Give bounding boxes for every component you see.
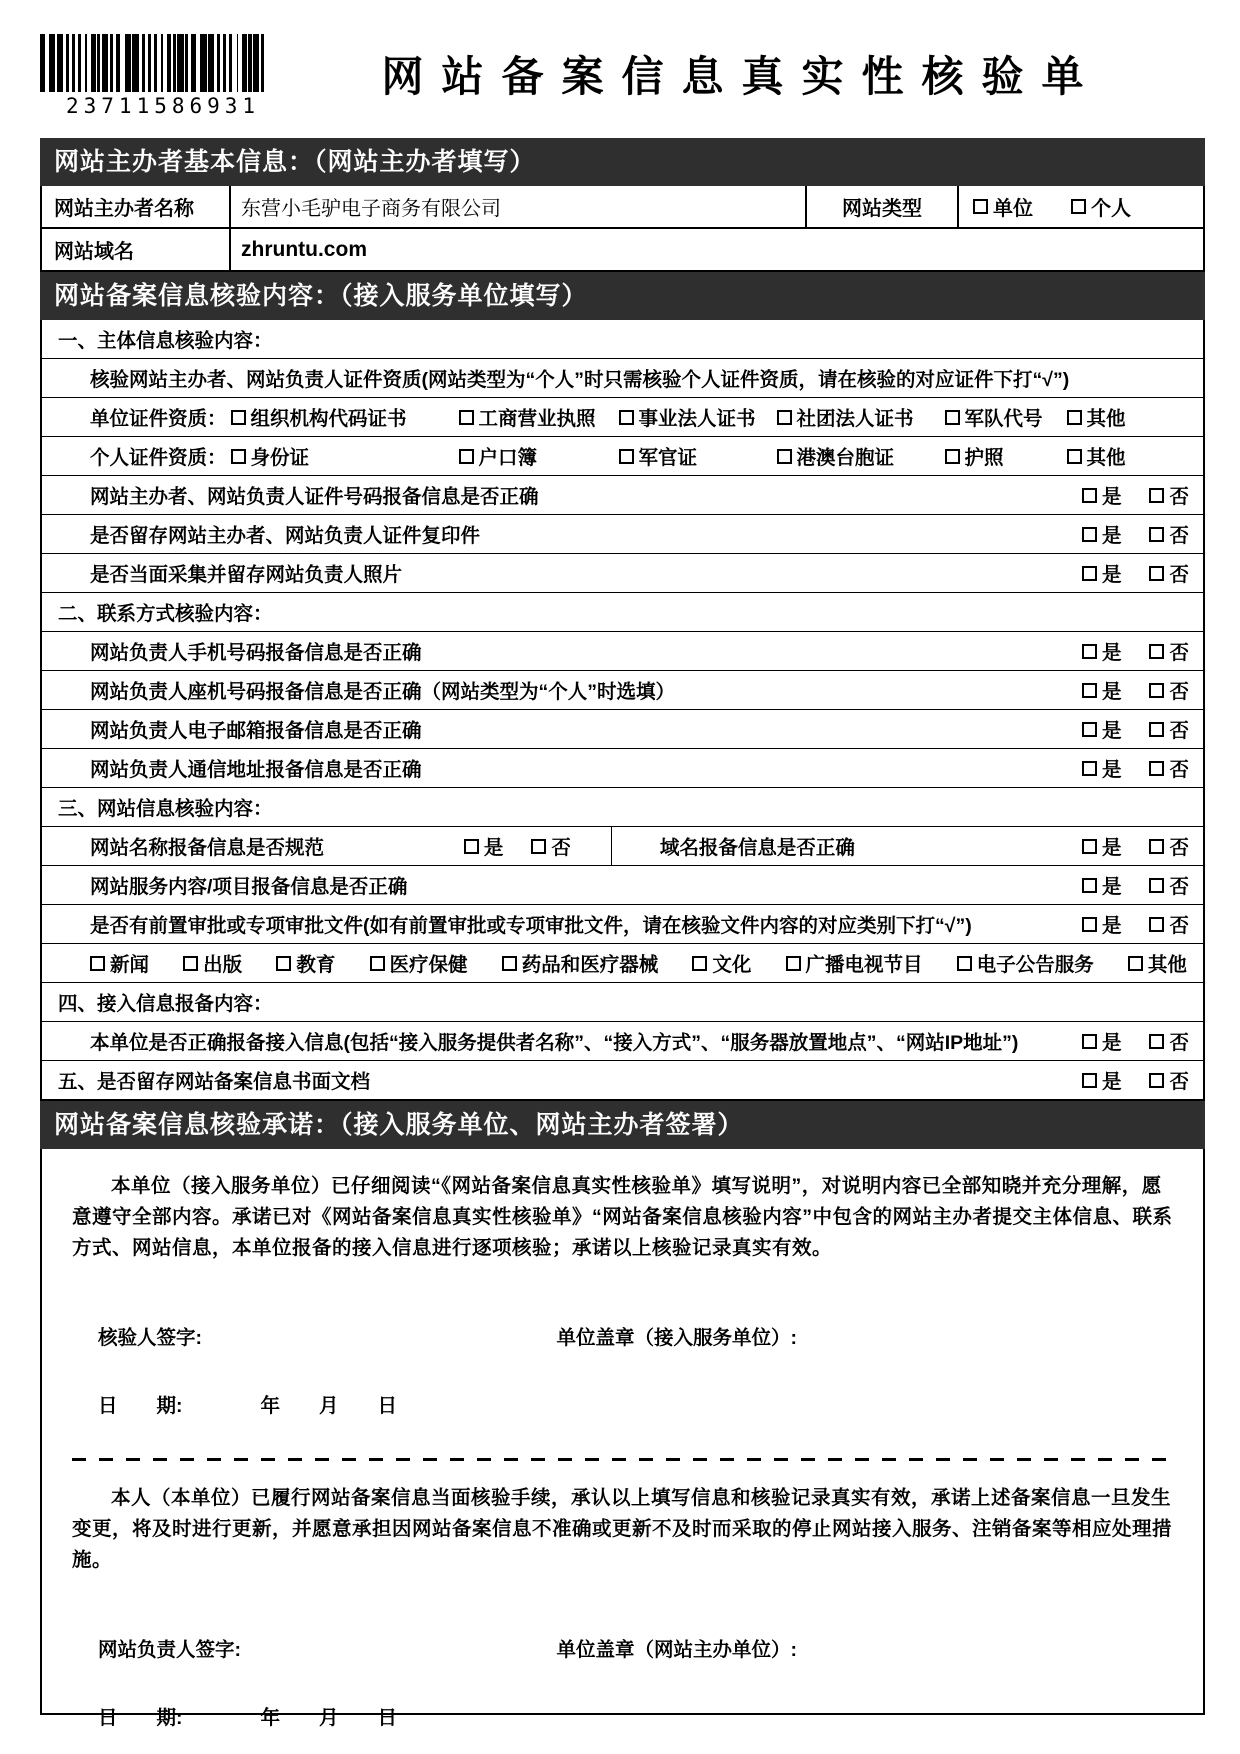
section-heading: 一、主体信息核验内容： [58, 330, 273, 352]
question-text: 网站服务内容/项目报备信息是否正确 [90, 876, 408, 898]
option-item[interactable]: 医疗保健 [370, 949, 468, 977]
yes-checkbox[interactable] [1082, 878, 1097, 893]
yes-option[interactable]: 是 [1082, 1066, 1122, 1094]
option-item[interactable]: 港澳台胞证 [777, 442, 945, 470]
no-checkbox[interactable] [1149, 527, 1164, 542]
checklist-row [42, 826, 1203, 865]
yes-checkbox[interactable] [1082, 566, 1097, 581]
question-text: 是否当面采集并留存网站负责人照片 [90, 564, 403, 586]
site-type-options [959, 186, 1203, 227]
option-item[interactable]: 其他 [1128, 949, 1187, 977]
organizer-name-value[interactable]: 东营小毛驴电子商务有限公司 [241, 198, 501, 220]
yes-checkbox[interactable] [1082, 1073, 1097, 1088]
yes-option[interactable]: 是 [1082, 637, 1122, 665]
checklist-row [42, 709, 1203, 748]
question-text: 五、是否留存网站备案信息书面文档 [58, 1071, 371, 1093]
yes-no-group [1082, 715, 1203, 743]
approval-categories [42, 949, 1203, 977]
split-cell-right [612, 827, 1203, 865]
no-option[interactable]: 否 [1149, 754, 1189, 782]
question-text: 是否留存网站主办者、网站负责人证件复印件 [90, 525, 481, 547]
checklist-row [42, 320, 1203, 358]
signature-row-verifier [72, 1322, 1173, 1348]
commitment-box [40, 1149, 1205, 1729]
no-option[interactable]: 否 [1149, 832, 1189, 860]
table-row [42, 186, 1203, 227]
no-option[interactable]: 否 [1149, 871, 1189, 899]
yes-no-group [1082, 676, 1203, 704]
yes-no-group [1082, 559, 1203, 587]
option-item[interactable]: 药品和医疗器械 [502, 949, 659, 977]
yes-checkbox[interactable] [1082, 722, 1097, 737]
question-text: 网站负责人手机号码报备信息是否正确 [90, 642, 422, 664]
option-checkbox[interactable] [231, 449, 246, 464]
question-text: 域名报备信息是否正确 [659, 837, 855, 859]
yes-checkbox[interactable] [1082, 761, 1097, 776]
no-checkbox[interactable] [1149, 683, 1164, 698]
yes-no-group [1082, 1027, 1203, 1055]
option-item[interactable]: 军官证 [619, 442, 777, 470]
signature-row-site-manager [72, 1634, 1173, 1660]
form-header [40, 34, 1205, 130]
basic-info-table [40, 186, 1205, 272]
option-item[interactable]: 户口簿 [459, 442, 619, 470]
domain-label: 网站域名 [42, 229, 231, 270]
yes-option[interactable]: 是 [1082, 910, 1122, 938]
yes-option[interactable]: 是 [1082, 520, 1122, 548]
no-option[interactable]: 否 [1149, 520, 1189, 548]
checklist-row [42, 1060, 1203, 1099]
option-checkbox[interactable] [276, 956, 291, 971]
option-checkbox[interactable] [692, 956, 707, 971]
no-checkbox[interactable] [1149, 761, 1164, 776]
yes-option[interactable]: 是 [1082, 871, 1122, 899]
question-text: 本单位是否正确报备接入信息(包括“接入服务提供者名称”、“接入方式”、“服务器放置地点”、“网站IP地址”) [90, 1032, 1019, 1054]
yes-no-group [1082, 910, 1203, 938]
no-checkbox[interactable] [1149, 566, 1164, 581]
yes-option[interactable]: 是 [1082, 715, 1122, 743]
yes-no-group [1082, 1066, 1203, 1094]
yes-option[interactable]: 是 [464, 832, 504, 860]
no-checkbox[interactable] [1149, 1034, 1164, 1049]
no-option[interactable]: 否 [1149, 1066, 1189, 1094]
no-checkbox[interactable] [1149, 722, 1164, 737]
checklist-row [42, 748, 1203, 787]
option-checkbox[interactable] [945, 449, 960, 464]
section-heading: 三、网站信息核验内容： [58, 798, 273, 820]
yes-checkbox[interactable] [1082, 917, 1097, 932]
domain-value[interactable]: zhruntu.com [241, 237, 367, 261]
section-heading: 四、接入信息报备内容： [58, 993, 273, 1015]
yes-no-group [1082, 754, 1203, 782]
no-checkbox[interactable] [1149, 878, 1164, 893]
checklist-row [42, 397, 1203, 436]
split-cell-left [42, 827, 612, 865]
yes-no-group [1082, 871, 1203, 899]
no-checkbox[interactable] [531, 839, 546, 854]
question-text: 网站负责人座机号码报备信息是否正确（网站类型为“个人”时选填） [90, 681, 676, 703]
yes-option[interactable]: 是 [1082, 559, 1122, 587]
question-text: 网站名称报备信息是否规范 [90, 837, 325, 859]
section-header-basic-info: 网站主办者基本信息：（网站主办者填写） [40, 138, 1205, 186]
no-checkbox[interactable] [1149, 488, 1164, 503]
option-checkbox[interactable] [1128, 956, 1143, 971]
no-option[interactable]: 否 [1149, 637, 1189, 665]
no-checkbox[interactable] [1149, 1073, 1164, 1088]
option-checkbox[interactable] [1067, 410, 1082, 425]
barcode-block [40, 34, 278, 118]
commitment-paragraph-organizer: 本人（本单位）已履行网站备案信息当面核验手续，承认以上填写信息和核验记录真实有效，承诺上述备案信息一旦发生变更，将及时进行更新，并愿意承担因网站备案信息不准确或更新不及时而采取的停止网站接入服务、注销备案等相应处理措施。 [72, 1486, 1173, 1571]
yes-no-group [1082, 481, 1203, 509]
yes-no-group [464, 832, 571, 860]
section-header-commitment: 网站备案信息核验承诺：（接入服务单位、网站主办者签署） [40, 1101, 1205, 1149]
option-checkbox[interactable] [231, 410, 246, 425]
option-item[interactable]: 其他 [1067, 403, 1126, 431]
checklist-row [42, 436, 1203, 475]
option-item[interactable]: 身份证 [231, 442, 459, 470]
question-text: 网站负责人通信地址报备信息是否正确 [90, 759, 422, 781]
option-item[interactable]: 军队代号 [945, 403, 1067, 431]
option-item[interactable]: 教育 [276, 949, 335, 977]
date-line-verifier[interactable]: 日 期: 年 月 日 [98, 1395, 397, 1417]
date-line-site-manager[interactable]: 日 期: 年 月 日 [98, 1706, 397, 1729]
option-checkbox[interactable] [973, 199, 988, 214]
option-item[interactable]: 社团法人证书 [777, 403, 945, 431]
checklist-row [42, 670, 1203, 709]
no-option[interactable]: 否 [1149, 1027, 1189, 1055]
question-text: 网站主办者、网站负责人证件号码报备信息是否正确 [90, 486, 539, 508]
checklist-row [42, 1021, 1203, 1060]
yes-option[interactable]: 是 [1082, 676, 1122, 704]
yes-checkbox[interactable] [1082, 527, 1097, 542]
instruction-text: 核验网站主办者、网站负责人证件资质(网站类型为“个人”时只需核验个人证件资质，请在核验的对应证件下打“√”) [90, 369, 1070, 391]
barcode [40, 34, 278, 92]
checklist-row [42, 982, 1203, 1021]
section-header-verify-content: 网站备案信息核验内容：（接入服务单位填写） [40, 272, 1205, 320]
no-checkbox[interactable] [1149, 917, 1164, 932]
checklist-row [42, 631, 1203, 670]
no-checkbox[interactable] [1149, 644, 1164, 659]
option-checkbox[interactable] [619, 449, 634, 464]
option-item[interactable]: 个人 [1071, 192, 1131, 221]
yes-checkbox[interactable] [464, 839, 479, 854]
option-item[interactable]: 其他 [1067, 442, 1126, 470]
no-option[interactable]: 否 [531, 832, 571, 860]
no-option[interactable]: 否 [1149, 559, 1189, 587]
option-checkbox[interactable] [1071, 199, 1086, 214]
table-row [42, 227, 1203, 270]
option-item[interactable]: 出版 [183, 949, 242, 977]
option-checkbox[interactable] [370, 956, 385, 971]
verifier-signature-label[interactable]: 核验人签字: [98, 1327, 202, 1349]
yes-checkbox[interactable] [1082, 839, 1097, 854]
yes-no-group [1082, 520, 1203, 548]
option-item[interactable]: 工商营业执照 [459, 403, 619, 431]
no-checkbox[interactable] [1149, 839, 1164, 854]
yes-option[interactable]: 是 [1082, 1027, 1122, 1055]
checklist-row [42, 787, 1203, 826]
option-item[interactable]: 单位 [973, 192, 1033, 221]
organizer-seal-label[interactable]: 单位盖章（网站主办单位）: [556, 1638, 797, 1661]
checklist-row [42, 475, 1203, 514]
option-checkbox[interactable] [957, 956, 972, 971]
no-option[interactable]: 否 [1149, 910, 1189, 938]
option-checkbox[interactable] [777, 410, 792, 425]
verification-checklist [40, 320, 1205, 1101]
barcode-number: 23711586931 [66, 94, 261, 118]
checklist-row [42, 865, 1203, 904]
option-checkbox[interactable] [183, 956, 198, 971]
option-item[interactable]: 新闻 [90, 949, 149, 977]
checklist-row [42, 514, 1203, 553]
question-text: 网站负责人电子邮箱报备信息是否正确 [90, 720, 422, 742]
yes-checkbox[interactable] [1082, 644, 1097, 659]
isp-seal-label[interactable]: 单位盖章（接入服务单位）: [556, 1327, 797, 1349]
checklist-row [42, 592, 1203, 631]
checklist-row [42, 553, 1203, 592]
option-checkbox[interactable] [459, 449, 474, 464]
checklist-row [42, 904, 1203, 943]
options-label: 个人证件资质： [90, 447, 227, 469]
site-manager-signature-label[interactable]: 网站负责人签字: [98, 1638, 241, 1661]
option-item[interactable]: 电子公告服务 [957, 949, 1094, 977]
option-item[interactable]: 事业法人证书 [619, 403, 777, 431]
site-type-label: 网站类型 [805, 186, 959, 227]
option-checkbox[interactable] [502, 956, 517, 971]
yes-checkbox[interactable] [1082, 683, 1097, 698]
option-item[interactable]: 护照 [945, 442, 1067, 470]
page-title: 网站备案信息真实性核验单 [381, 53, 1102, 100]
checklist-row [42, 943, 1203, 982]
option-checkbox[interactable] [90, 956, 105, 971]
yes-checkbox[interactable] [1082, 1034, 1097, 1049]
checklist-row [42, 358, 1203, 397]
option-checkbox[interactable] [1067, 449, 1082, 464]
option-checkbox[interactable] [619, 410, 634, 425]
option-item[interactable]: 广播电视节目 [786, 949, 923, 977]
option-item[interactable]: 组织机构代码证书 [231, 403, 459, 431]
yes-no-group [1082, 637, 1203, 665]
option-checkbox[interactable] [786, 956, 801, 971]
yes-no-group [1082, 832, 1203, 860]
yes-option[interactable]: 是 [1082, 481, 1122, 509]
no-option[interactable]: 否 [1149, 715, 1189, 743]
section-heading: 二、联系方式核验内容： [58, 603, 273, 625]
yes-checkbox[interactable] [1082, 488, 1097, 503]
organizer-name-label: 网站主办者名称 [42, 186, 231, 227]
yes-option[interactable]: 是 [1082, 832, 1122, 860]
no-option[interactable]: 否 [1149, 676, 1189, 704]
question-text: 是否有前置审批或专项审批文件(如有前置审批或专项审批文件，请在核验文件内容的对应类别下打“√”) [90, 915, 972, 937]
option-checkbox[interactable] [945, 410, 960, 425]
option-item[interactable]: 文化 [692, 949, 751, 977]
yes-option[interactable]: 是 [1082, 754, 1122, 782]
commitment-paragraph-isp: 本单位（接入服务单位）已仔细阅读“《网站备案信息真实性核验单》填写说明”，对说明内容已全部知晓并充分理解，愿意遵守全部内容。承诺已对《网站备案信息真实性核验单》“网站备案信息核验内容”中包含的网站主办者提交主体信息、联系方式、网站信息，本单位报备的接入信息进行逐项核验；承诺以上核验记录真实有效。 [72, 1175, 1173, 1259]
option-checkbox[interactable] [777, 449, 792, 464]
no-option[interactable]: 否 [1149, 481, 1189, 509]
option-checkbox[interactable] [459, 410, 474, 425]
options-label: 单位证件资质： [90, 408, 227, 430]
